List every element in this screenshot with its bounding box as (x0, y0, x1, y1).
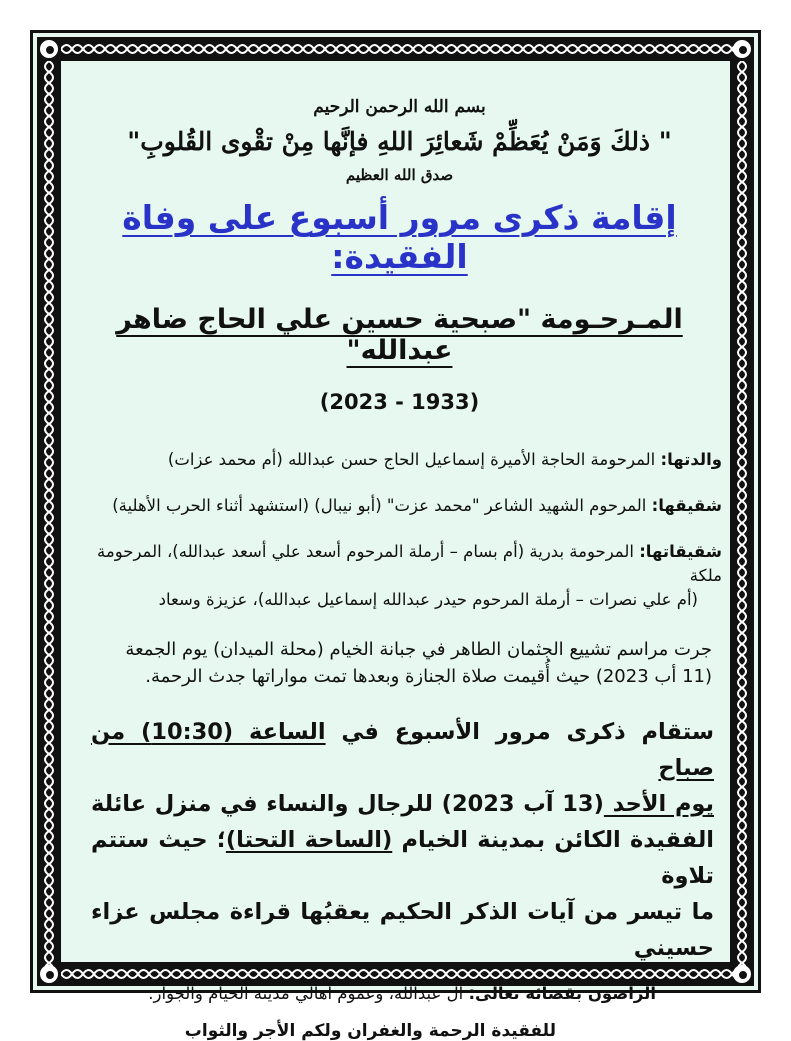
corner-ornament-icon (40, 965, 58, 983)
mother-text: المرحومة الحاجة الأميرة إسماعيل الحاج حسن عبدالله (أم محمد عزات) (167, 450, 661, 469)
sisters-text-line2: (أم علي نصرات – أرملة المرحوم حيدر عبدالله إسماعيل عبدالله)، عزيزة وسعاد (158, 589, 698, 609)
border-pattern-right (732, 61, 752, 968)
sisters-info (73, 540, 726, 612)
announce-square: (الساحة التحتا) (225, 826, 393, 853)
funeral-line2: (11 أب 2023) حيث أُقيمت صلاة الجنازة وبعدها تمت مواراتها جدث الرحمة. (145, 665, 712, 687)
border-pattern-bottom (61, 964, 736, 984)
mourners-label: الراضون بقضائه تعالى: (468, 983, 656, 1003)
mother-info (73, 448, 726, 472)
basmala: بسم الله الرحمن الرحيم (313, 97, 486, 117)
notice-panel (59, 59, 732, 1041)
condolence-line: للفقيدة الرحمة والغفران ولكم الأجر والثواب (184, 1020, 556, 1041)
memorial-announcement (73, 714, 726, 966)
sisters-label: شقيقاتها: (639, 541, 722, 561)
quran-verse: " ذلكَ وَمَنْ يُعَظِّمْ شَعائِرَ اللهِ فإنَّها مِنْ تقْوى القُلوبِ" (127, 127, 672, 156)
corner-ornament-icon (733, 40, 751, 58)
sisters-text-line1: المرحومة بدرية (أم بسام – أرملة المرحوم أسعد علي أسعد عبدالله)، المرحومة ملكة (97, 541, 722, 585)
announce-day: يوم الأحد (603, 790, 714, 817)
corner-ornament-icon (733, 965, 751, 983)
announce-date: (13 آب 2023) للرجال والنساء في منزل عائلة (91, 790, 604, 817)
announce-part1: ستقام ذكرى مرور الأسبوع في (325, 718, 715, 745)
life-years: (1933 - 2023) (319, 390, 480, 414)
border-pattern-top (61, 39, 736, 59)
notice-content (73, 61, 726, 1041)
border-pattern-left (39, 61, 59, 968)
corner-ornament-icon (40, 40, 58, 58)
mother-label: والدتها: (660, 450, 722, 469)
brother-label: شقيقها: (651, 495, 722, 515)
mourners-text: آل عبدالله، وعموم أهالي مدينة الخيام والجوار. (148, 983, 469, 1003)
deceased-name: المـرحـومة "صبحية حسين علي الحاج ضاهر عبدالله" (116, 304, 683, 366)
announce-final-line: ما تيسر من آيات الذكر الحكيم يعقبُها قراءة مجلس عزاء حسيني (91, 898, 714, 961)
event-title: إقامة ذكرى مرور أسبوع على وفاة الفقيدة: (122, 198, 677, 276)
verse-closing: صدق الله العظيم (345, 166, 454, 184)
brother-info (73, 494, 726, 518)
funeral-info (73, 636, 726, 690)
funeral-line1: جرت مراسم تشييع الجثمان الطاهر في جبانة الخيام (محلة الميدان) يوم الجمعة (125, 638, 712, 660)
brother-text: المرحوم الشهيد الشاعر "محمد عزت" (أبو نيبال) (استشهد أثناء الحرب الأهلية) (112, 495, 652, 515)
ornamental-frame (30, 30, 761, 1041)
mourners-info (73, 984, 726, 1003)
announce-place: الفقيدة الكائن بمدينة الخيام (392, 826, 714, 853)
announce-time: الساعة (10:30) من صباح (91, 718, 714, 781)
announce-recitation: ؛ حيث ستتم تلاوة (91, 826, 714, 889)
